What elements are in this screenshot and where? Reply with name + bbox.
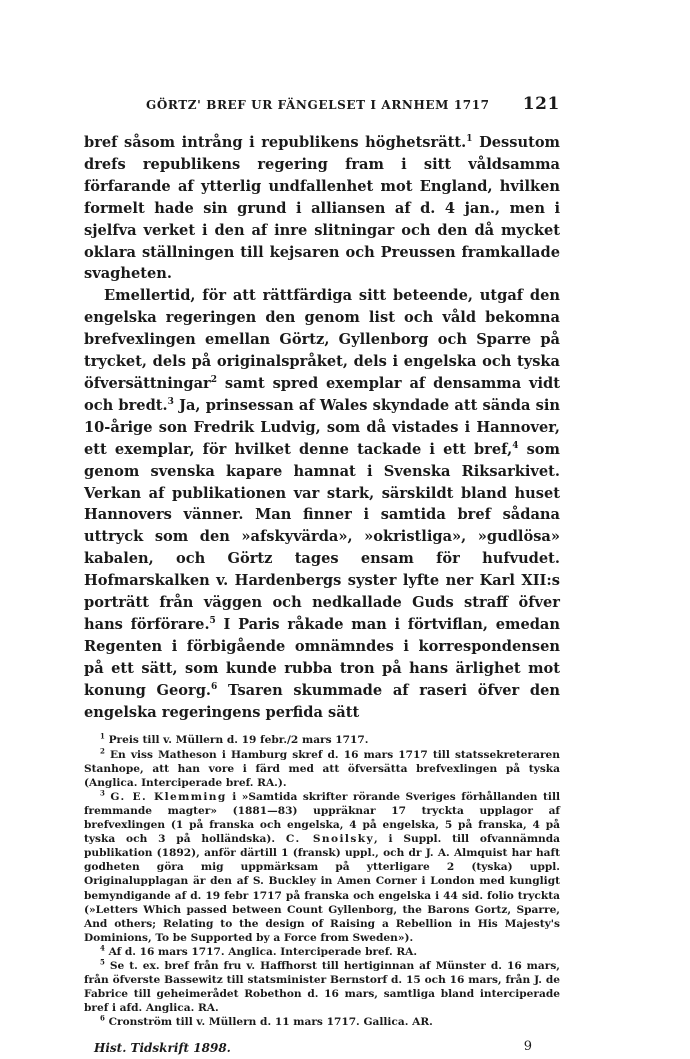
footnote-number: 5 xyxy=(100,957,105,967)
author-name: G. E. Klemming xyxy=(110,790,227,803)
footnote-number: 1 xyxy=(100,731,105,741)
page-number: 121 xyxy=(522,94,560,114)
footnote-number: 3 xyxy=(100,788,105,798)
footnotes xyxy=(84,733,560,1029)
footnote-3 xyxy=(84,790,560,945)
footnote-text: En viss Matheson i Hamburg skref d. 16 mars 1717 till statssekreteraren Stanhope, att han vore i färd med att öfversätta brefvexlingen på tyska (Anglica. Interciperade bref. RA.). xyxy=(84,748,560,789)
footnote-number: 6 xyxy=(100,1013,105,1023)
footnote-2 xyxy=(84,748,560,790)
footnote-ref-5: 5 xyxy=(209,616,216,627)
footnote-ref-6: 6 xyxy=(211,681,218,692)
text-span: Emellertid, för att rättfärdiga sitt beteende, utgaf den engelska regeringen den genom list och våld bekomna brefvexlingen emellan Görtz, Gyllenborg och Sparre på trycket, dels på originalspråket, dels i engelska och tyska öfversättningar xyxy=(84,287,560,392)
footnote-4 xyxy=(84,945,560,959)
footnote-text: Af d. 16 mars 1717. Anglica. Interciperade bref. RA. xyxy=(104,945,418,958)
text-span: Dessutom drefs republikens regering fram i sitt våldsamma förfarande af ytterlig undfallenhet mot England, hvilken formelt hade sin grund i alliansen af d. 4 jan., men i sjelfva verket i den af inre slitningar och den då mycket oklara ställningen till kejsaren och Preussen framkallade svagheten. xyxy=(84,134,560,283)
footnote-5 xyxy=(84,959,560,1015)
text-span: bref såsom intrång i republikens höghetsrätt. xyxy=(84,134,467,151)
footnote-text: Cronström till v. Müllern d. 11 mars 1717. Gallica. AR. xyxy=(104,1016,433,1029)
body-text xyxy=(84,132,560,723)
journal-name: Hist. Tidskrift 1898. xyxy=(94,1041,231,1056)
author-name: C. Snoilsky xyxy=(285,833,375,846)
footnote-text: , i Suppl. till ofvannämnda publikation (1892), anför därtill 1 (fransk) uppl., och dr J. A. Almquist har haft godheten göra mig uppmärksam på ytterligare 2 (tyska) uppl. Originalupplagan är den af S. Buckley in Amen Corner i London med kungligt bemyndigande af d. 19 febr 1717 på franska och engelska i 44 sid. folio tryckta (»Letters Which passed between Count Gyllenborg, the Barons Gortz, Sparre, And others; Relating to the design of Raising a Rebellion in His Majesty's Dominions, To be Supported by a Force from Sweden»). xyxy=(84,833,561,944)
text-span: Tsaren skummade af raseri öfver den engelska regeringens perfida sätt xyxy=(84,681,560,721)
footnote-number: 4 xyxy=(100,943,105,953)
footnote-ref-3: 3 xyxy=(167,397,174,408)
footnote-ref-1: 1 xyxy=(466,134,473,145)
footnote-ref-4: 4 xyxy=(512,440,519,451)
signature-mark: 9 xyxy=(523,1039,532,1055)
footnote-text: Preis till v. Müllern d. 19 febr./2 mars 1717. xyxy=(104,734,369,747)
text-span: som genom svenska kapare hamnat i Svenska Riksarkivet. Verkan af publikationen var stark, särskildt bland huset Hannovers vänner. Man finner i samtida bref sådana uttryck som den »afskyvärda», »okristliga», »gudlösa» kabalen, och Görtz tages ensam för hufvudet. Hofmarskalken v. Hardenbergs syster lyfte ner Karl XII:s porträtt från väggen och nedkallade Guds straff öfver hans förförare. xyxy=(84,440,560,633)
text-span: Ja, prinsessan af Wales skyndade att sända sin 10-årige son Fredrik Ludvig, som då vistades i Hannover, ett exemplar, för hvilket denne tackade i ett bref, xyxy=(84,396,561,458)
text-span: samt spred exemplar af densamma vidt och bredt. xyxy=(84,374,560,414)
paragraph-1 xyxy=(84,132,560,285)
footnote-6 xyxy=(84,1015,560,1029)
running-title: GÖRTZ' BREF UR FÄNGELSET I ARNHEM 1717 xyxy=(146,98,490,112)
footnote-text: i »Samtida skrifter rörande Sveriges förhållanden till fremmande magter» (1881—83) uppräknar 17 tryckta upplagor af brefvexlingen (1 på franska och engelska, 4 på engelska, 5 på franska, 4 på tyska och 3 på holländska). xyxy=(84,790,560,846)
footnote-number: 2 xyxy=(100,746,105,756)
running-head xyxy=(84,94,560,120)
text-span: I Paris råkade man i förtviflan, emedan Regenten i förbigående omnämndes i korrespondensen på ett sätt, som kunde rubba tron på hans ärlighet mot konung Georg. xyxy=(84,615,561,699)
footnote-text: Se t. ex. bref från fru v. Haffhorst till hertiginnan af Münster d. 16 mars, från öfverste Bassewitz till statsminister Bernstorf d. 15 och 16 mars, från J. de Fabrice till geheimerådet Robethon d. 16 mars, samtliga bland interciperade bref i afd. Anglica. RA. xyxy=(84,959,560,1015)
footnote-ref-2: 2 xyxy=(210,375,217,386)
page-footer xyxy=(84,1039,560,1059)
paragraph-2 xyxy=(84,285,560,723)
page xyxy=(84,94,560,1059)
footnote-1 xyxy=(84,733,560,747)
